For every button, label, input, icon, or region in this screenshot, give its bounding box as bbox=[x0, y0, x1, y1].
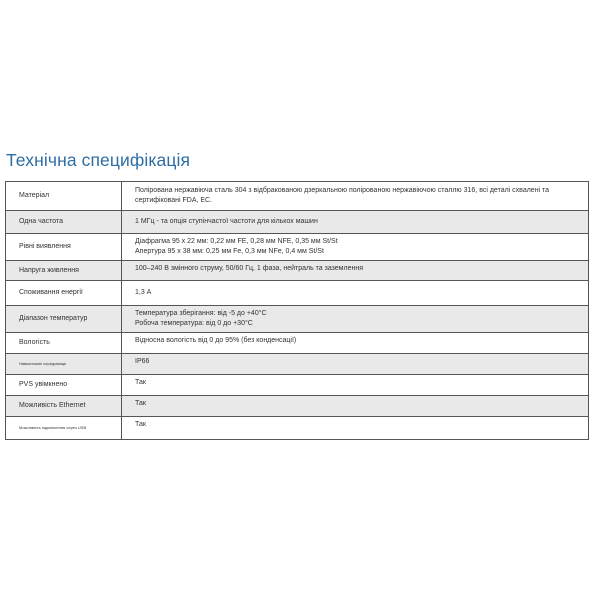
row-value: Так bbox=[122, 375, 589, 396]
row-value: Так bbox=[122, 396, 589, 417]
table-row bbox=[6, 354, 589, 375]
row-value: IP66 bbox=[122, 354, 589, 375]
table-row bbox=[6, 261, 589, 281]
row-label: Вологість bbox=[6, 333, 122, 354]
row-label: Споживання енергії bbox=[6, 281, 122, 306]
page-title: Технічна специфікація bbox=[6, 150, 191, 170]
row-label: Навколишнє середовище bbox=[6, 354, 122, 375]
row-value: Діафрагма 95 x 22 мм: 0,22 мм FE, 0,28 мм NFE, 0,35 мм St/St Апертура 95 x 38 мм: 0,25 мм Fe, 0,3 мм NFe, 0,4 мм St/St bbox=[122, 234, 589, 261]
row-label: Матеріал bbox=[6, 182, 122, 211]
row-value: 1 МГц - та опція ступінчастої частоти для кількох машин bbox=[122, 211, 589, 234]
table-row bbox=[6, 182, 589, 211]
row-value: Температура зберігання: від -5 до +40°C Робоча температура: від 0 до +30°C bbox=[122, 306, 589, 333]
spec-table bbox=[5, 181, 589, 440]
row-label: Рівні виявлення bbox=[6, 234, 122, 261]
table-row bbox=[6, 333, 589, 354]
table-row bbox=[6, 211, 589, 234]
row-label: PVS увімкнено bbox=[6, 375, 122, 396]
row-value: Полірована нержавіюча сталь 304 з відбракованою дзеркальною полірованою нержавіючою сталлю 316, всі деталі схвалені та сертифіковані FDA, ЕС. bbox=[122, 182, 589, 211]
table-row bbox=[6, 306, 589, 333]
row-label: Діапазон температур bbox=[6, 306, 122, 333]
table-row bbox=[6, 234, 589, 261]
table-row bbox=[6, 417, 589, 440]
row-label: Можливість Ethernet bbox=[6, 396, 122, 417]
table-row bbox=[6, 396, 589, 417]
row-value: 1,3 А bbox=[122, 281, 589, 306]
table-row bbox=[6, 281, 589, 306]
row-label: Напруга живлення bbox=[6, 261, 122, 281]
row-value: Відносна вологість від 0 до 95% (без конденсації) bbox=[122, 333, 589, 354]
table-row bbox=[6, 375, 589, 396]
row-label: Можливість підключення через USB bbox=[6, 417, 122, 440]
row-value: Так bbox=[122, 417, 589, 440]
row-label: Одна частота bbox=[6, 211, 122, 234]
row-value: 100–240 В змінного струму, 50/60 Гц, 1 фаза, нейтраль та заземлення bbox=[122, 261, 589, 281]
